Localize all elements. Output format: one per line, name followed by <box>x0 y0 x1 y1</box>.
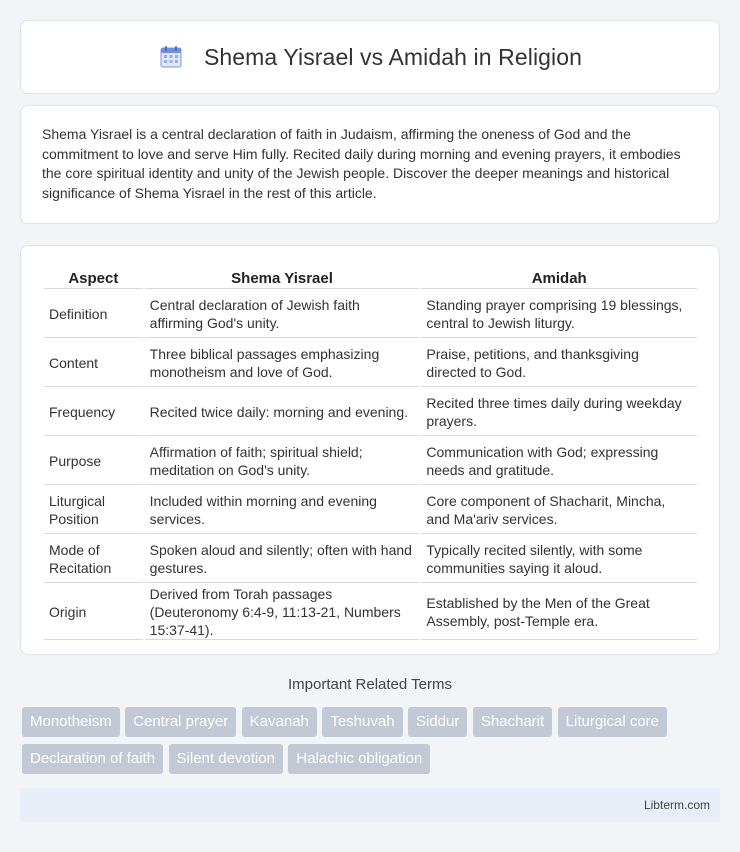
tag-liturgical-core[interactable]: Liturgical core <box>558 707 667 737</box>
tag-halachic-obligation[interactable]: Halachic obligation <box>288 744 430 774</box>
table-row <box>44 291 697 338</box>
header-aspect: Aspect <box>44 266 143 289</box>
row-shema: Affirmation of faith; spiritual shield; meditation on God's unity. <box>145 438 420 485</box>
comparison-table <box>42 264 699 642</box>
table-row <box>44 438 697 485</box>
row-aspect: Definition <box>44 291 143 338</box>
row-shema: Included within morning and evening services. <box>145 487 420 534</box>
tag-siddur[interactable]: Siddur <box>408 707 467 737</box>
intro-text: Shema Yisrael is a central declaration of faith in Judaism, affirming the oneness of God and the commitment to love and serve Him fully. Recited daily during morning and evening prayers, it embodies the core spiritual identity and unity of the Jewish people. Discover the deeper meanings and historical significance of Shema Yisrael in the rest of this article. <box>42 126 681 201</box>
footer <box>20 788 720 822</box>
calendar-icon <box>158 44 184 70</box>
related-tags <box>22 707 722 781</box>
row-aspect: Frequency <box>44 389 143 436</box>
row-shema: Central declaration of Jewish faith affirming God's unity. <box>145 291 420 338</box>
tag-shacharit[interactable]: Shacharit <box>473 707 552 737</box>
header-shema: Shema Yisrael <box>145 266 420 289</box>
row-amidah: Established by the Men of the Great Assembly, post-Temple era. <box>421 585 697 640</box>
row-amidah: Communication with God; expressing needs and gratitude. <box>421 438 697 485</box>
row-amidah: Typically recited silently, with some communities saying it aloud. <box>421 536 697 583</box>
intro-card <box>20 105 720 224</box>
row-amidah: Core component of Shacharit, Mincha, and Ma'ariv services. <box>421 487 697 534</box>
tag-monotheism[interactable]: Monotheism <box>22 707 120 737</box>
row-amidah: Recited three times daily during weekday prayers. <box>421 389 697 436</box>
row-aspect: Mode of Recitation <box>44 536 143 583</box>
table-row <box>44 389 697 436</box>
table-row <box>44 536 697 583</box>
row-aspect: Origin <box>44 585 143 640</box>
row-shema: Recited twice daily: morning and evening. <box>145 389 420 436</box>
comparison-card <box>20 245 720 655</box>
row-aspect: Content <box>44 340 143 387</box>
footer-link[interactable]: Libterm.com <box>643 798 710 812</box>
row-shema: Three biblical passages emphasizing monotheism and love of God. <box>145 340 420 387</box>
tag-teshuvah[interactable]: Teshuvah <box>322 707 402 737</box>
row-shema: Derived from Torah passages (Deuteronomy 6:4-9, 11:13-21, Numbers 15:37-41). <box>145 585 420 640</box>
tag-kavanah[interactable]: Kavanah <box>242 707 317 737</box>
header-card <box>20 20 720 94</box>
related-terms-title: Important Related Terms <box>288 676 452 693</box>
tag-silent-devotion[interactable]: Silent devotion <box>169 744 283 774</box>
table-header-row <box>44 266 697 289</box>
row-aspect: Purpose <box>44 438 143 485</box>
page-title: Shema Yisrael vs Amidah in Religion <box>203 43 583 70</box>
tag-declaration-of-faith[interactable]: Declaration of faith <box>22 744 163 774</box>
row-amidah: Praise, petitions, and thanksgiving directed to God. <box>421 340 697 387</box>
tag-central-prayer[interactable]: Central prayer <box>125 707 236 737</box>
row-shema: Spoken aloud and silently; often with hand gestures. <box>145 536 420 583</box>
table-row <box>44 585 697 640</box>
table-row <box>44 340 697 387</box>
table-row <box>44 487 697 534</box>
row-aspect: Liturgical Position <box>44 487 143 534</box>
row-amidah: Standing prayer comprising 19 blessings, central to Jewish liturgy. <box>421 291 697 338</box>
header-amidah: Amidah <box>421 266 697 289</box>
